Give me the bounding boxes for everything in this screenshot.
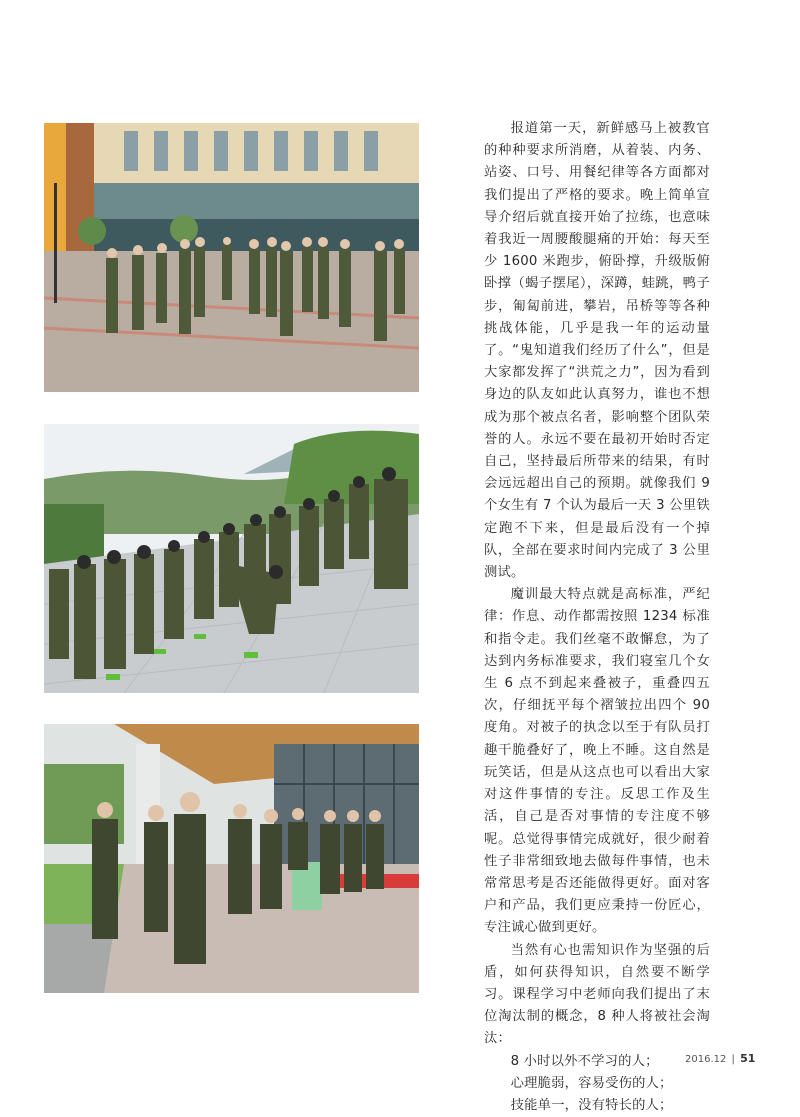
- photo-lobby-salute: [44, 724, 419, 993]
- photo-lobby-salute-image: [44, 724, 419, 993]
- page-number: 51: [740, 1052, 756, 1065]
- page-footer: [685, 1052, 755, 1065]
- photo-pushup-training: [44, 424, 419, 693]
- article-paragraph: 魔训最大特点就是高标准，严纪律：作息、动作都需按照 1234 标准和指令走。我们丝毫不敢懈怠，为了达到内务标准要求，我们寝室几个女生 6 点不到起来叠被子，重叠四五次，仔细抚平每个褶皱拉出四个 90 度角。对被子的执念以至于有队员打趣干脆叠好了，晚上不睡。这自然是玩笑话，但是从这点也可以看出大家对这件事情的专注。反思工作及生活，自己是否对事情的专注度不够呢。总觉得事情完成就好，很少耐着性子非常细致地去做每件事情，也未常常思考是否还能做得更好。面对客户和产品，我们更应秉持一份匠心，专注诚心做到更好。: [484, 587, 710, 936]
- photo-pushup-training-image: [44, 424, 419, 693]
- article-body: [484, 118, 710, 1117]
- list-item: 技能单一，没有特长的人；: [510, 1097, 673, 1113]
- article-paragraph: 当然有心也需知识作为坚强的后盾，如何获得知识，自然要不断学习。课程学习中老师向我们提出了末位淘汰制的概念，8 种人将被社会淘汰：: [484, 942, 710, 1047]
- list-item: 心理脆弱，容易受伤的人；: [510, 1075, 673, 1091]
- list-item: 8 小时以外不学习的人；: [510, 1053, 659, 1069]
- photo-campus-drill-image: [44, 123, 419, 392]
- article-paragraph: 报道第一天，新鲜感马上被教官的种种要求所消磨，从着装、内务、站姿、口号、用餐纪律等各方面都对我们提出了严格的要求。晚上简单宣导介绍后就直接开始了拉练，也意味着我近一周腰酸腿痛的开始：每天至少 1600 米跑步，俯卧撑，升级版俯卧撑（蝎子摆尾），深蹲，蛙跳，鸭子步，匍匐前进，攀岩，吊桥等等各种挑战体能，几乎是我一年的运动量了。“鬼知道我们经历了什么”，但是大家都发挥了“洪荒之力”，因为看到身边的队友如此认真努力，谁也不想成为那个被点名者，影响整个团队荣誉的人。永远不要在最初开始时否定自己，坚持最后所带来的结果，有时会远远超出自己的预期。就像我们 9 个女生有 7 个认为最后一天 3 公里铁定跑不下来，但是最后没有一个掉队，全部在要求时间内完成了 3 公里测试。: [484, 121, 710, 581]
- photo-campus-drill: [44, 123, 419, 392]
- issue-date: 2016.12: [685, 1054, 727, 1065]
- footer-separator: |: [731, 1054, 735, 1065]
